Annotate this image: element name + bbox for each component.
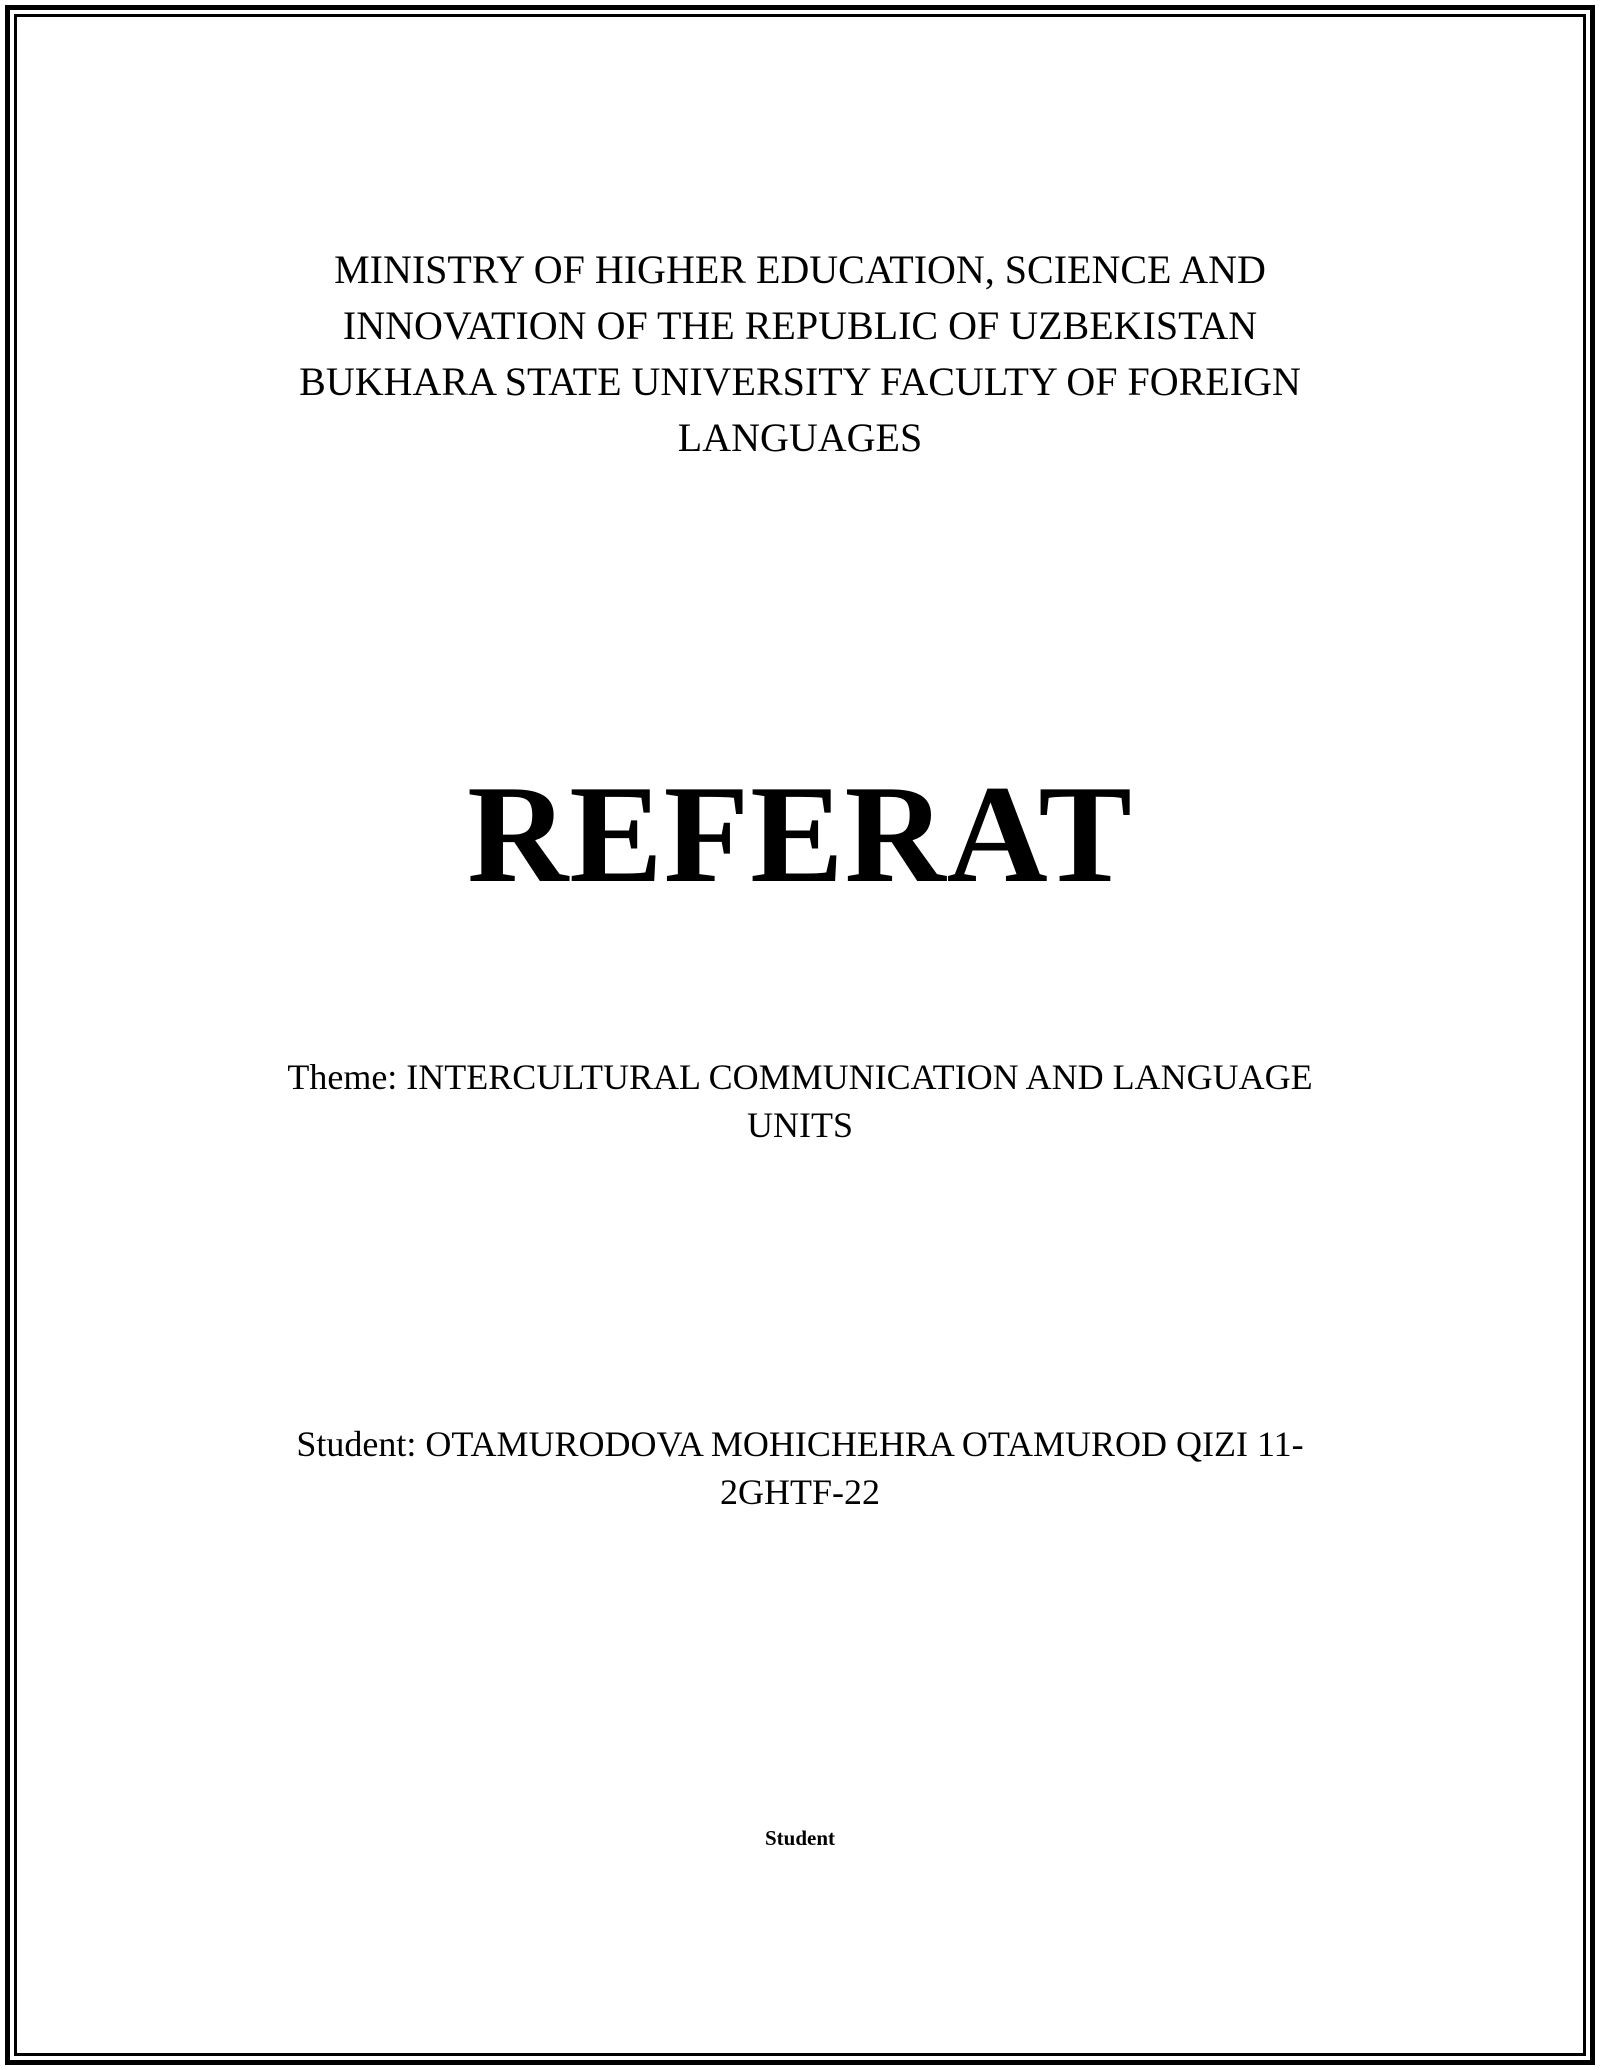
student-line: Student: OTAMURODOVA MOHICHEHRA OTAMUROD QIZI 11-: [296, 1424, 1304, 1464]
student-line: 2GHTF-22: [720, 1472, 880, 1512]
institution-header: [0, 242, 1600, 466]
institution-header-line: BUKHARA STATE UNIVERSITY FACULTY OF FOREIGN: [299, 359, 1301, 404]
institution-header-line: MINISTRY OF HIGHER EDUCATION, SCIENCE AND: [334, 247, 1266, 292]
theme-line: Theme: INTERCULTURAL COMMUNICATION AND LANGUAGE: [287, 1057, 1313, 1097]
theme-block: [0, 1053, 1600, 1149]
student-block: [0, 1420, 1600, 1516]
institution-header-line: LANGUAGES: [677, 415, 923, 460]
institution-header-line: INNOVATION OF THE REPUBLIC OF UZBEKISTAN: [342, 303, 1258, 348]
theme-line: UNITS: [747, 1105, 853, 1145]
footer-student-label: Student: [764, 1826, 836, 1850]
document-title: REFERAT: [467, 757, 1133, 912]
